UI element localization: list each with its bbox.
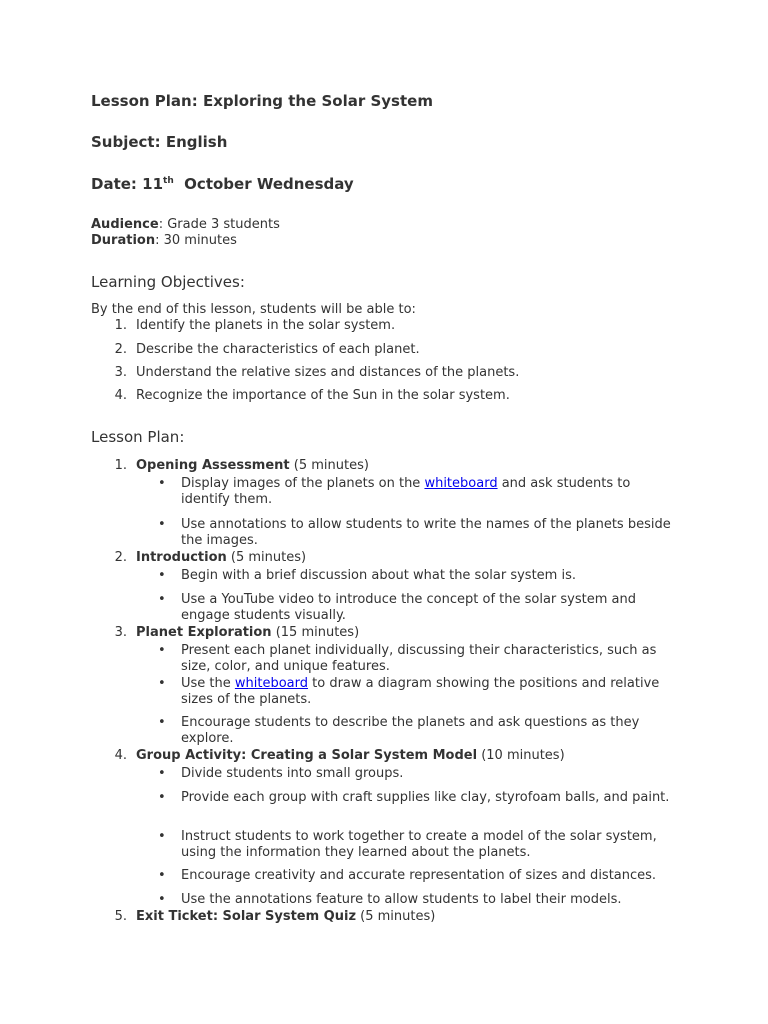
duration-label: Duration xyxy=(91,233,156,248)
bullet-dot: • xyxy=(158,715,166,730)
section-time: (5 minutes) xyxy=(356,909,436,924)
plan-heading: Lesson Plan: xyxy=(91,428,185,446)
date-line xyxy=(91,175,354,193)
section-title: Group Activity: Creating a Solar System Model xyxy=(136,748,478,763)
audience-value: : Grade 3 students xyxy=(158,217,280,232)
audience-line xyxy=(91,217,280,232)
date-prefix: Date: 11 xyxy=(91,175,164,193)
bullet-dot: • xyxy=(158,868,166,883)
bullet-text: Encourage students to describe the planets and ask questions as they explore. xyxy=(181,715,640,746)
bullet-text: Divide students into small groups. xyxy=(181,766,404,781)
section-heading xyxy=(136,909,696,925)
objective-number: 3. xyxy=(114,365,127,380)
section-title: Opening Assessment xyxy=(136,458,290,473)
section-heading xyxy=(136,748,696,764)
section-heading xyxy=(136,550,696,566)
bullet-text: Encourage creativity and accurate representation of sizes and distances. xyxy=(181,868,657,883)
date-suffix: October Wednesday xyxy=(173,175,354,193)
section-title: Planet Exploration xyxy=(136,625,272,640)
bullet-dot: • xyxy=(158,476,166,491)
section-time: (15 minutes) xyxy=(271,625,360,640)
bullet-text: Present each planet individually, discussing their characteristics, such as size, color, and unique features. xyxy=(181,643,657,674)
date-superscript: th xyxy=(163,176,174,186)
duration-value: : 30 minutes xyxy=(155,233,237,248)
section-heading xyxy=(136,458,696,474)
section-time: (5 minutes) xyxy=(226,550,307,565)
bullet-text: Use annotations to allow students to write the names of the planets beside the images. xyxy=(181,517,671,548)
bullet-text: Use a YouTube video to introduce the concept of the solar system and engage students visually. xyxy=(181,592,636,623)
duration-line xyxy=(91,233,237,248)
bullet-dot: • xyxy=(158,517,166,532)
page-title: Lesson Plan: Exploring the Solar System xyxy=(91,92,433,110)
section-number: 2. xyxy=(114,550,127,565)
section-number: 3. xyxy=(114,625,127,640)
bullet-dot: • xyxy=(158,829,166,844)
objective-number: 4. xyxy=(114,388,127,403)
bullet-text xyxy=(181,676,681,708)
bullet-text: Use the annotations feature to allow students to label their models. xyxy=(181,892,622,907)
bullet-dot: • xyxy=(158,790,166,805)
bullet-dot: • xyxy=(158,676,166,691)
objective-item: Describe the characteristics of each planet. xyxy=(136,342,420,357)
bullet-dot: • xyxy=(158,592,166,607)
bullet-text-part: Display images of the planets on the xyxy=(181,476,425,491)
bullet-text-part: and ask students to identify them. xyxy=(181,476,631,507)
section-number: 5. xyxy=(114,909,127,924)
section-number: 1. xyxy=(114,458,127,473)
whiteboard-link[interactable]: whiteboard xyxy=(424,476,498,491)
objective-item: Recognize the importance of the Sun in the solar system. xyxy=(136,388,510,403)
bullet-text-part: to draw a diagram showing the positions and relative sizes of the planets. xyxy=(181,676,660,707)
bullet-text: Begin with a brief discussion about what the solar system is. xyxy=(181,568,576,583)
objective-item: Understand the relative sizes and distances of the planets. xyxy=(136,365,520,380)
section-number: 4. xyxy=(114,748,127,763)
bullet-text: Provide each group with craft supplies like clay, styrofoam balls, and paint. xyxy=(181,790,670,805)
bullet-dot: • xyxy=(158,568,166,583)
objectives-heading: Learning Objectives: xyxy=(91,273,245,291)
objective-number: 2. xyxy=(114,342,127,357)
whiteboard-link[interactable]: whiteboard xyxy=(234,676,309,691)
section-heading xyxy=(136,625,696,641)
section-time: (10 minutes) xyxy=(477,748,565,763)
bullet-dot: • xyxy=(158,766,166,781)
bullet-text xyxy=(181,476,681,508)
section-title: Introduction xyxy=(136,550,227,565)
section-time: (5 minutes) xyxy=(289,458,369,473)
objectives-intro: By the end of this lesson, students will be able to: xyxy=(91,302,416,317)
objective-number: 1. xyxy=(114,318,127,333)
bullet-dot: • xyxy=(158,892,166,907)
bullet-text: Instruct students to work together to create a model of the solar system, using the information they learned about the planets. xyxy=(181,829,657,860)
subject-line: Subject: English xyxy=(91,133,228,151)
bullet-dot: • xyxy=(158,643,166,658)
section-title: Exit Ticket: Solar System Quiz xyxy=(136,909,357,924)
bullet-text-part: Use the xyxy=(181,676,235,691)
audience-label: Audience xyxy=(91,217,159,232)
objective-item: Identify the planets in the solar system. xyxy=(136,318,396,333)
